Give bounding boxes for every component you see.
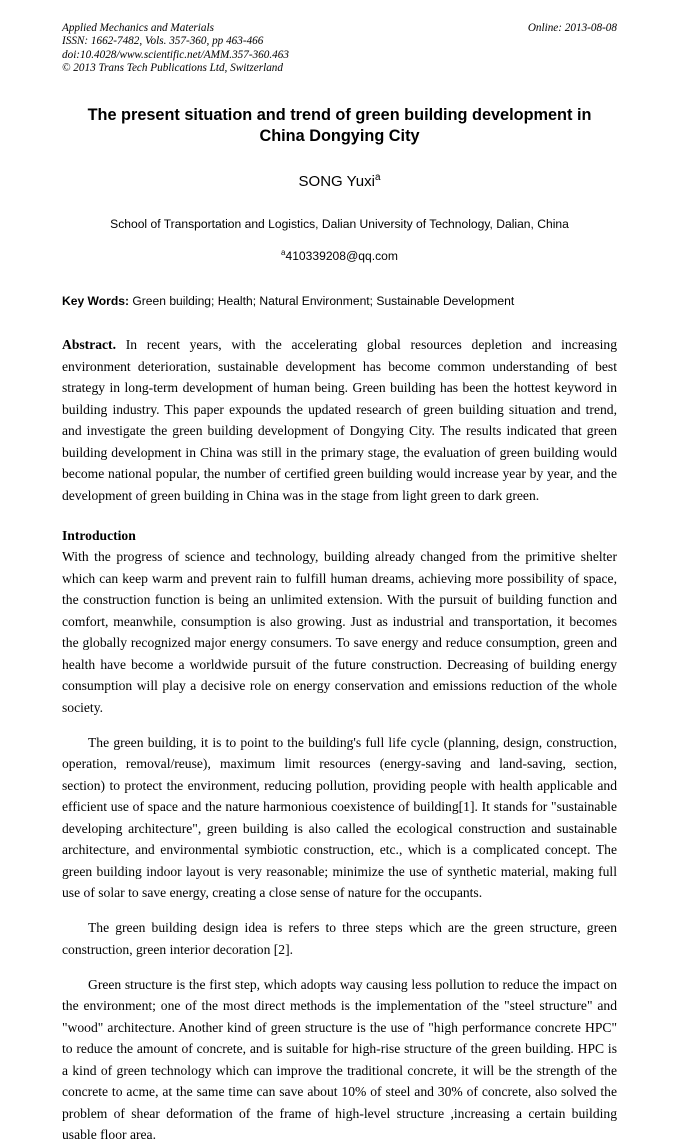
doi-line: doi:10.4028/www.scientific.net/AMM.357-360.463 bbox=[62, 48, 289, 61]
keywords-value: Green building; Health; Natural Environment; Sustainable Development bbox=[132, 294, 515, 309]
masthead bbox=[62, 22, 617, 75]
author-email: 410339208@qq.com bbox=[285, 249, 398, 264]
email-line bbox=[62, 248, 617, 265]
page-title: The present situation and trend of green building development in China Dongying City bbox=[87, 106, 592, 146]
copyright-line: © 2013 Trans Tech Publications Ltd, Switzerland bbox=[62, 61, 283, 74]
introduction-paragraph-1: With the progress of science and technology, building already changed from the primitive shelter which can keep warm and prevent rain to fulfill human dreams, achieving more possibility of space, the construction function is being an unlimited extension. With the pursuit of building function and comfort, meanwhile, consumption is also growing. Just as industrial and transportation, it becomes the globally recognized major energy consumers. To save energy and reduce consumption, green and health have become a worldwide pursuit of the future construction. Decreasing of building energy consumption will play a decisive role on energy conservation and emissions reduction of the whole society. bbox=[62, 549, 617, 715]
author-line bbox=[62, 172, 617, 192]
keywords-line bbox=[62, 293, 617, 310]
abstract-text: In recent years, with the accelerating global resources depletion and increasing environment deterioration, sustainable development has become common understanding of best strategy in long-term development of human being. Green building has been the hottest keyword in building industry. This paper expounds the updated research of green building situation and trend, and investigate the green building development of Dongying City. The results indicated that green building development in China was still in the primary stage, the evaluation of green building would become national popular, the number of certified green building would increase year by year, and the development of green building in China was in the stage from light green to dark green. bbox=[62, 337, 617, 503]
online-date: Online: 2013-08-08 bbox=[527, 22, 617, 34]
abstract-label: Abstract. bbox=[62, 337, 116, 353]
introduction-paragraph-3: The green building design idea is refers to three steps which are the green structure, green construction, green interior decoration [2]. bbox=[62, 920, 617, 957]
section-heading-introduction: Introduction bbox=[62, 528, 136, 544]
author-affiliation-marker: a bbox=[374, 172, 381, 184]
abstract-paragraph bbox=[62, 334, 617, 506]
keywords-label: Key Words: bbox=[62, 294, 129, 309]
introduction-paragraph-4: Green structure is the first step, which adopts way causing less pollution to reduce the impact on the environment; one of the most direct methods is the implementation of the "steel structure" and "wood" architecture. Another kind of green structure is the use of "high performance concrete HPC" to reduce the amount of concrete, and is suitable for high-rise structure of the green building. HPC is a kind of green technology which can improve the traditional concrete, it will be the strength of the concrete to acme, at the same time can save about 10% of steel and 30% of concrete, also solved the problem of shear deformation of the frame of high-level structure ,increasing a certain building usable floor area. bbox=[62, 976, 617, 1143]
journal-name: Applied Mechanics and Materials bbox=[62, 22, 214, 34]
email-affiliation-marker: a bbox=[281, 248, 286, 258]
author-name: SONG Yuxi bbox=[298, 173, 375, 191]
introduction-paragraph-2: The green building, it is to point to the building's full life cycle (planning, design, construction, operation, removal/reuse), maximum limit resources (energy-saving and land-saving, section, section) to protect the environment, reducing pollution, providing people with health applicable and efficient use of space and the nature harmonious coexistence of building[1]. It stands for "sustainable developing architecture", green building is also called the ecological construction and sustainable architecture, and environmental symbiotic construction, etc., which is a complicated concept. The green building indoor layout is very reasonable; minimize the use of synthetic material, making full use of solar to save energy, creating a close sense of nature for the occupants. bbox=[62, 734, 617, 901]
affiliation-line: School of Transportation and Logistics, Dalian University of Technology, Dalian, China bbox=[110, 217, 569, 232]
issn-line: ISSN: 1662-7482, Vols. 357-360, pp 463-466 bbox=[62, 35, 264, 48]
masthead-left bbox=[62, 22, 482, 75]
